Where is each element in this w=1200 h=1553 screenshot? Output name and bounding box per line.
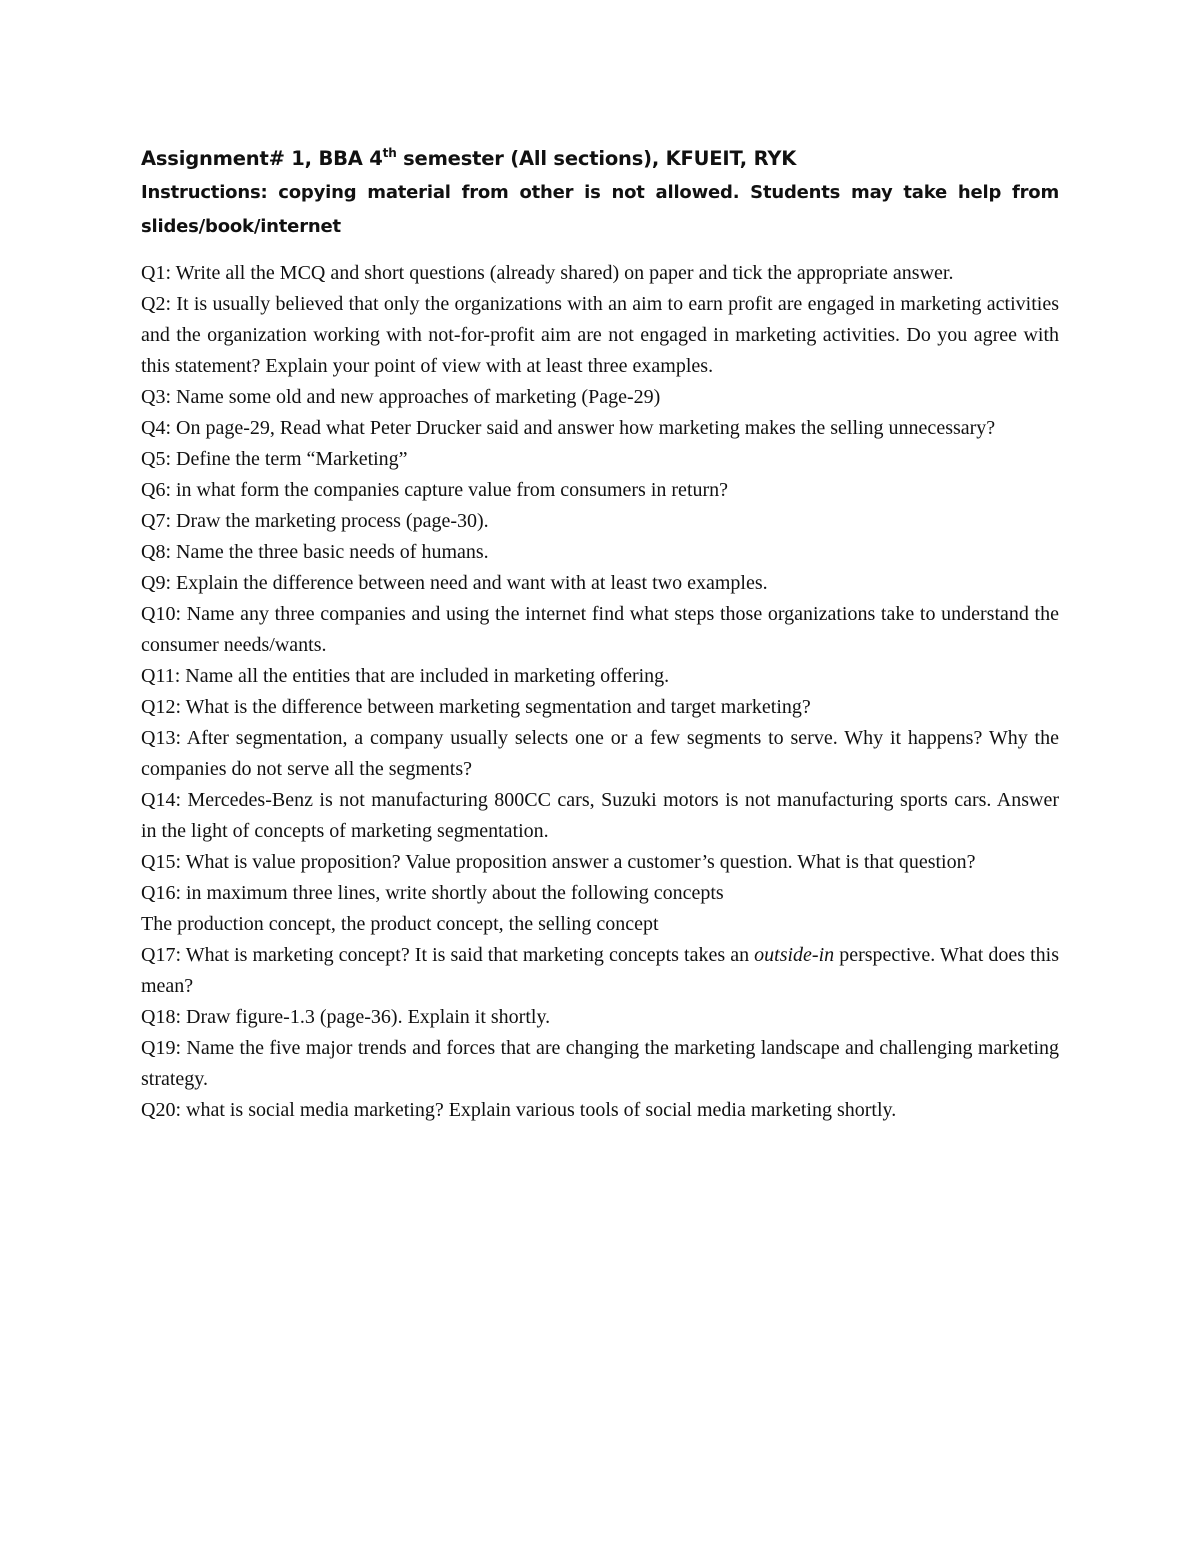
q17-text-start: Q17: What is marketing concept? It is said that marketing concepts takes an (141, 944, 755, 966)
question-q9: Q9: Explain the difference between need and want with at least two examples. (141, 572, 768, 594)
q17-text-end: perspective. What does this mean? (141, 944, 1059, 997)
question-q12: Q12: What is the difference between marketing segmentation and target marketing? (141, 696, 811, 718)
question-q3: Q3: Name some old and new approaches of marketing (Page-29) (141, 386, 661, 408)
question-q16-concepts: The production concept, the product concept, the selling concept (141, 913, 659, 935)
question-q2: Q2: It is usually believed that only the organizations with an aim to earn profit are engaged in marketing activities and the organization working with not-for-profit aim are not engaged in marketing activities. Do you agree with this statement? Explain your point of view with at least three examples. (141, 293, 1059, 377)
question-q1: Q1: Write all the MCQ and short questions (already shared) on paper and tick the appropriate answer. (141, 262, 954, 284)
question-q7: Q7: Draw the marketing process (page-30). (141, 510, 489, 532)
question-q5: Q5: Define the term “Marketing” (141, 448, 408, 470)
assignment-title (141, 142, 1059, 176)
title-superscript: th (382, 145, 397, 160)
question-q19: Q19: Name the five major trends and forces that are changing the marketing landscape and challenging marketing strategy. (141, 1037, 1059, 1090)
question-q11: Q11: Name all the entities that are included in marketing offering. (141, 665, 670, 687)
instructions-text: Instructions: copying material from other is not allowed. Students may take help from slides/book/internet (141, 182, 1059, 237)
question-q13: Q13: After segmentation, a company usually selects one or a few segments to serve. Why it happens? Why the companies do not serve all the segments? (141, 727, 1059, 780)
question-q18: Q18: Draw figure-1.3 (page-36). Explain it shortly. (141, 1006, 551, 1028)
title-rest: semester (All sections), KFUEIT, RYK (396, 147, 797, 170)
question-q20: Q20: what is social media marketing? Explain various tools of social media marketing shortly. (141, 1099, 897, 1121)
question-q8: Q8: Name the three basic needs of humans. (141, 541, 489, 563)
question-q10: Q10: Name any three companies and using the internet find what steps those organizations take to understand the consumer needs/wants. (141, 603, 1059, 656)
question-q4: Q4: On page-29, Read what Peter Drucker said and answer how marketing makes the selling unnecessary? (141, 417, 996, 439)
question-q6: Q6: in what form the companies capture value from consumers in return? (141, 479, 729, 501)
question-q15: Q15: What is value proposition? Value proposition answer a customer’s question. What is that question? (141, 851, 976, 873)
question-q16: Q16: in maximum three lines, write shortly about the following concepts (141, 882, 724, 904)
title-main: Assignment# 1, BBA 4 (141, 147, 383, 170)
question-q17 (141, 940, 1059, 1002)
question-list (141, 258, 1059, 1126)
q17-emphasis: outside-in (754, 944, 835, 966)
question-q14: Q14: Mercedes-Benz is not manufacturing 800CC cars, Suzuki motors is not manufacturing sports cars. Answer in the light of concepts of marketing segmentation. (141, 789, 1059, 842)
document-content (141, 142, 1059, 1126)
